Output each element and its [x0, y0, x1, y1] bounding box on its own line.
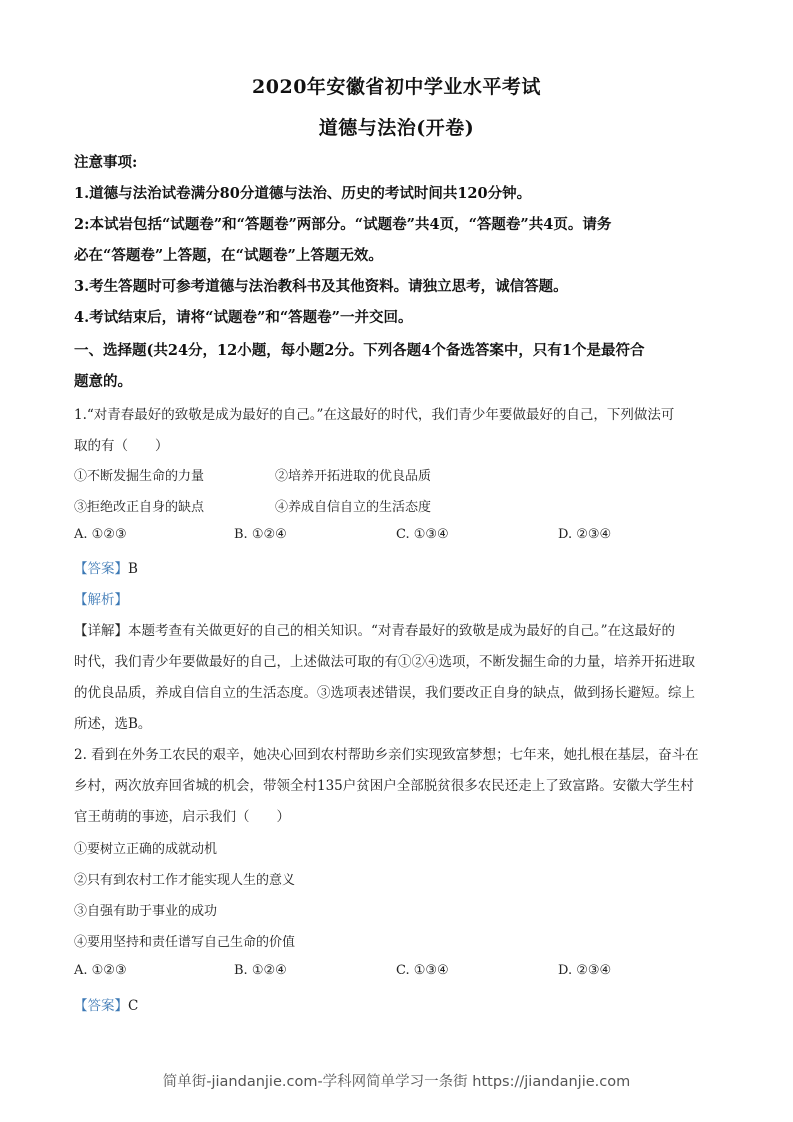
statement: ③自强有助于事业的成功 — [74, 904, 218, 919]
option-c: C. ①③④ — [396, 527, 449, 542]
statement: ④养成自信自立的生活态度 — [275, 500, 432, 515]
statement: ②只有到农村工作才能实现人生的意义 — [74, 873, 296, 888]
option-b: B. ①②④ — [234, 527, 287, 542]
detail-text: 时代，我们青少年要做最好的自己，上述做法可取的有①②④选项，不断发掘生命的力量，培养开拓进取 — [74, 654, 695, 670]
option-a: A. ①②③ — [74, 963, 127, 978]
notice-item: 2:本试岩包括“试题卷”和“答题卷”两部分。“试题卷”共4页，“答题卷”共4页。请务 — [74, 216, 612, 233]
footer-watermark: 简单街-jiandanjie.com-学科网简单学习一条街 https://jiandanjie.com — [162, 1074, 631, 1090]
option-a: A. ①②③ — [74, 527, 127, 542]
question-1-stem-cont: 取的有（ ） — [74, 438, 169, 454]
notice-item: 必在“答题卷”上答题，在“试题卷”上答题无效。 — [74, 247, 383, 264]
detail-label: 【详解】 — [74, 623, 128, 639]
answer-value: C — [128, 998, 139, 1014]
statement: ④要用坚持和责任谱写自己生命的价值 — [74, 935, 296, 950]
statement: ①要树立正确的成就动机 — [74, 842, 218, 857]
answer-row — [74, 994, 138, 1014]
statement: ③拒绝改正自身的缺点 — [74, 500, 205, 515]
notice-item: 3.考生答题时可参考道德与法治教科书及其他资料。请独立思考，诚信答题。 — [74, 278, 568, 295]
detail-text: 所述，选B。 — [74, 716, 152, 732]
answer-label: 【答案】 — [74, 998, 128, 1014]
section-heading: 一、选择题(共24分，12小题，每小题2分。下列各题4个备选答案中，只有1个是最符合 — [74, 342, 645, 359]
notice-heading: 注意事项: — [74, 154, 138, 171]
question-1-stem: 1.“对青春最好的致敬是成为最好的自己。”在这最好的时代，我们青少年要做最好的自己，下列做法可 — [74, 407, 675, 423]
statement: ②培养开拓进取的优良品质 — [275, 469, 432, 484]
notice-item: 4.考试结束后，请将“试题卷”和“答题卷”一并交回。 — [74, 309, 413, 326]
question-2-stem-cont: 官王萌萌的事迹，启示我们（ ） — [74, 809, 290, 825]
section-heading-cont: 题意的。 — [74, 373, 132, 390]
option-b: B. ①②④ — [234, 963, 287, 978]
page-subtitle: 道德与法治(开卷) — [318, 117, 475, 139]
question-2-stem: 2. 看到在外务工农民的艰辛，她决心回到农村帮助乡亲们实现致富梦想；七年来，她扎根在基层，奋斗在 — [74, 747, 699, 763]
question-2-stem-cont: 乡村，两次放弃回省城的机会，带领全村135户贫困户全部脱贫很多农民还走上了致富路。安徽大学生村 — [74, 778, 694, 794]
statement: ①不断发掘生命的力量 — [74, 469, 205, 484]
detail-row — [74, 619, 675, 639]
option-c: C. ①③④ — [396, 963, 449, 978]
detail-text: 本题考查有关做更好的自己的相关知识。“对青春最好的致敬是成为最好的自己。”在这最好的 — [128, 623, 676, 639]
detail-text: 的优良品质，养成自信自立的生活态度。③选项表述错误，我们要改正自身的缺点，做到扬长避短。综上 — [74, 685, 695, 701]
notice-item: 1.道德与法治试卷满分80分道德与法治、历史的考试时间共120分钟。 — [74, 185, 532, 202]
option-d: D. ②③④ — [558, 527, 612, 542]
answer-row — [74, 557, 138, 577]
option-d: D. ②③④ — [558, 963, 612, 978]
answer-value: B — [128, 561, 138, 577]
answer-label: 【答案】 — [74, 561, 128, 577]
analysis-label: 【解析】 — [74, 592, 128, 608]
page-title: 2020年安徽省初中学业水平考试 — [252, 76, 541, 98]
